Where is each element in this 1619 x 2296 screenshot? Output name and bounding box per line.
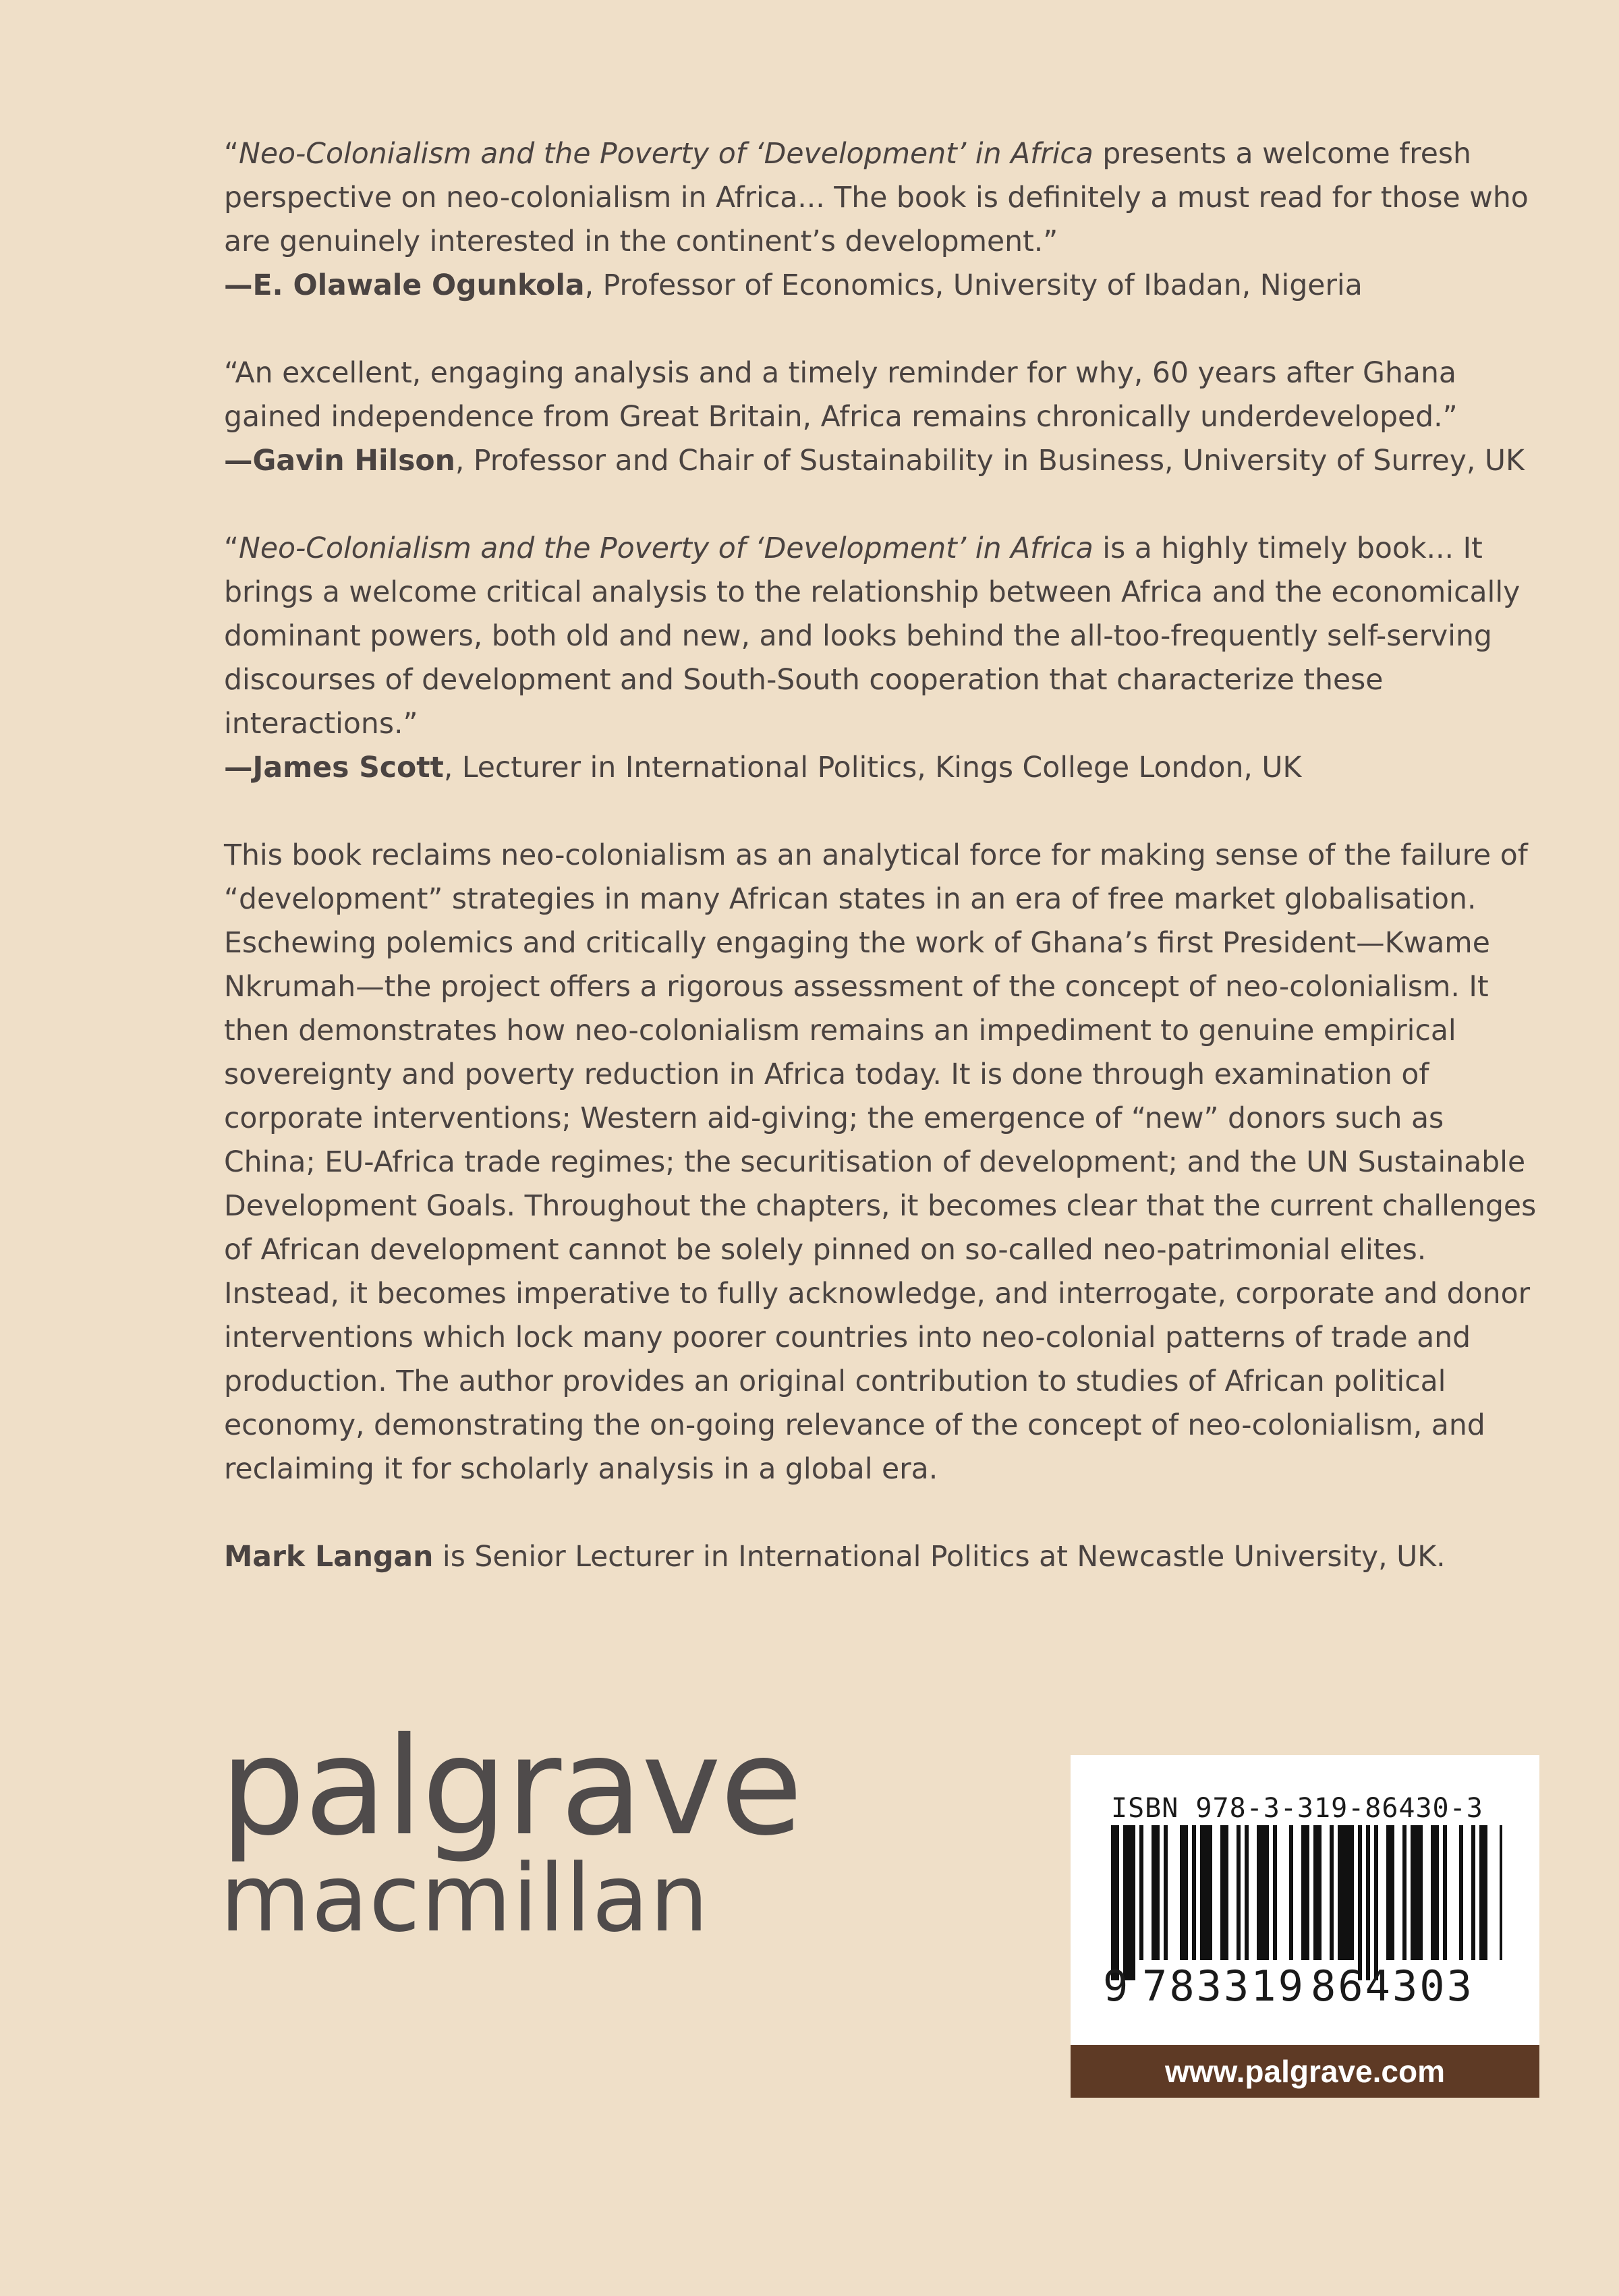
barcode-digits xyxy=(1103,1961,1521,2011)
barcode-bar xyxy=(1411,1825,1423,1960)
barcode-bar xyxy=(1500,1825,1502,1960)
barcode-bar xyxy=(1313,1825,1322,1960)
open-quote: “ xyxy=(224,532,239,565)
review-text: is a highly timely book... It brings a welcome critical analysis to the relationship between Africa and the economically dominant powers, both old and new, and looks behind the all-too-frequently self-serving discourses of development and South-South cooperation that characterize these interactions.” xyxy=(224,532,1521,741)
barcode-bar xyxy=(1273,1825,1277,1960)
barcode-bar xyxy=(1257,1825,1269,1960)
back-cover-text xyxy=(224,132,1539,1623)
review-text: An excellent, engaging analysis and a timely reminder for why, 60 years after Ghana gained independence from Great Britain, Africa remains chronically underdeveloped.” xyxy=(224,357,1458,434)
barcode-bar xyxy=(1330,1825,1334,1960)
reviewer-affiliation: , Professor of Economics, University of Ibadan, Nigeria xyxy=(584,269,1363,302)
barcode-bar xyxy=(1431,1825,1439,1960)
barcode-bar xyxy=(1111,1825,1119,1980)
publisher-logo-line2: macmillan xyxy=(220,1844,710,1953)
barcode-bar xyxy=(1164,1825,1168,1960)
review-quote xyxy=(224,527,1539,746)
review-attribution xyxy=(224,264,1539,308)
barcode-digits-right: 864303 xyxy=(1310,1961,1474,2011)
reviewer-affiliation: , Lecturer in International Politics, Kings College London, UK xyxy=(443,751,1302,784)
barcode-box xyxy=(1071,1755,1539,2098)
barcode-bar xyxy=(1374,1825,1378,1980)
barcode-image xyxy=(1111,1825,1502,1980)
review-attribution xyxy=(224,746,1539,790)
barcode-bar xyxy=(1289,1825,1293,1960)
barcode-bar xyxy=(1237,1825,1241,1960)
barcode-digits-left: 783319 xyxy=(1142,1961,1305,2011)
description-text: This book reclaims neo-colonialism as an analytical force for making sense of the failure of “development” strategies in many African states in an era of free market globalisation. Eschewing polemics and critically engaging the work of Ghana’s first President—Kwame Nkrumah—the project offers a rigorous assessment of the concept of neo-colonialism. It then demonstrates how neo-colonialism remains an impediment to genuine empirical sovereignty and poverty reduction in Africa today. It is done through examination of corporate interventions; Western aid-giving; the emergence of “new” donors such as China; EU-Africa trade regimes; the securitisation of development; and the UN Sustainable Development Goals. Throughout the chapters, it becomes clear that the current challenges of African development cannot be solely pinned on so-called neo-patrimonial elites. Instead, it becomes imperative to fully acknowledge, and interrogate, corporate and donor interventions which lock many poorer countries into neo-colonial patterns of trade and production. The author provides an original contribution to studies of African political economy, demonstrating the on-going relevance of the concept of neo-colonialism, and reclaiming it for scholarly analysis in a global era. xyxy=(224,839,1537,1486)
barcode-bar xyxy=(1459,1825,1463,1960)
review-attribution xyxy=(224,439,1539,483)
barcode-bar xyxy=(1139,1825,1143,1960)
barcode-bar xyxy=(1338,1825,1354,1960)
open-quote: “ xyxy=(224,138,239,171)
barcode-bar xyxy=(1192,1825,1196,1960)
author-bio-body: is Senior Lecturer in International Politics at Newcastle University, UK. xyxy=(433,1541,1446,1574)
review-text: presents a welcome fresh perspective on neo-colonialism in Africa... The book is definitely a must read for those who are genuinely interested in the continent’s development.” xyxy=(224,138,1529,258)
reviewer-affiliation: , Professor and Chair of Sustainability in Business, University of Surrey, UK xyxy=(455,444,1525,478)
book-title: Neo-Colonialism and the Poverty of ‘Development’ in Africa xyxy=(239,138,1093,171)
barcode-bar xyxy=(1220,1825,1228,1960)
barcode-bar xyxy=(1180,1825,1188,1960)
barcode-bar xyxy=(1386,1825,1394,1960)
publisher-logo-line1: palgrave xyxy=(220,1709,802,1866)
barcode-bar xyxy=(1402,1825,1407,1960)
author-bio-text xyxy=(224,1535,1539,1579)
reviewer-name: —Gavin Hilson xyxy=(224,444,455,478)
open-quote: “ xyxy=(224,357,235,390)
reviewer-name: —James Scott xyxy=(224,751,444,784)
barcode-bar xyxy=(1152,1825,1160,1960)
isbn-label: ISBN 978-3-319-86430-3 xyxy=(1111,1793,1483,1824)
review-1 xyxy=(224,132,1539,308)
barcode-bar xyxy=(1123,1825,1135,1980)
review-quote xyxy=(224,351,1539,439)
barcode-bar xyxy=(1301,1825,1309,1960)
publisher-logo xyxy=(220,1709,802,1953)
publisher-url[interactable]: www.palgrave.com xyxy=(1071,2045,1539,2098)
author-name: Mark Langan xyxy=(224,1541,434,1574)
barcode-bar xyxy=(1479,1825,1487,1960)
book-description xyxy=(224,834,1539,1491)
barcode-bar xyxy=(1245,1825,1249,1960)
author-bio xyxy=(224,1535,1539,1579)
barcode-bar xyxy=(1471,1825,1475,1960)
barcode-bar xyxy=(1358,1825,1362,1980)
review-2 xyxy=(224,351,1539,483)
review-3 xyxy=(224,527,1539,790)
review-quote xyxy=(224,132,1539,264)
barcode-bar xyxy=(1443,1825,1447,1960)
book-title: Neo-Colonialism and the Poverty of ‘Development’ in Africa xyxy=(239,532,1093,565)
reviewer-name: —E. Olawale Ogunkola xyxy=(224,269,585,302)
barcode-digit-first: 9 xyxy=(1103,1961,1129,2011)
barcode-bar xyxy=(1366,1825,1370,1980)
barcode-bar xyxy=(1200,1825,1212,1960)
